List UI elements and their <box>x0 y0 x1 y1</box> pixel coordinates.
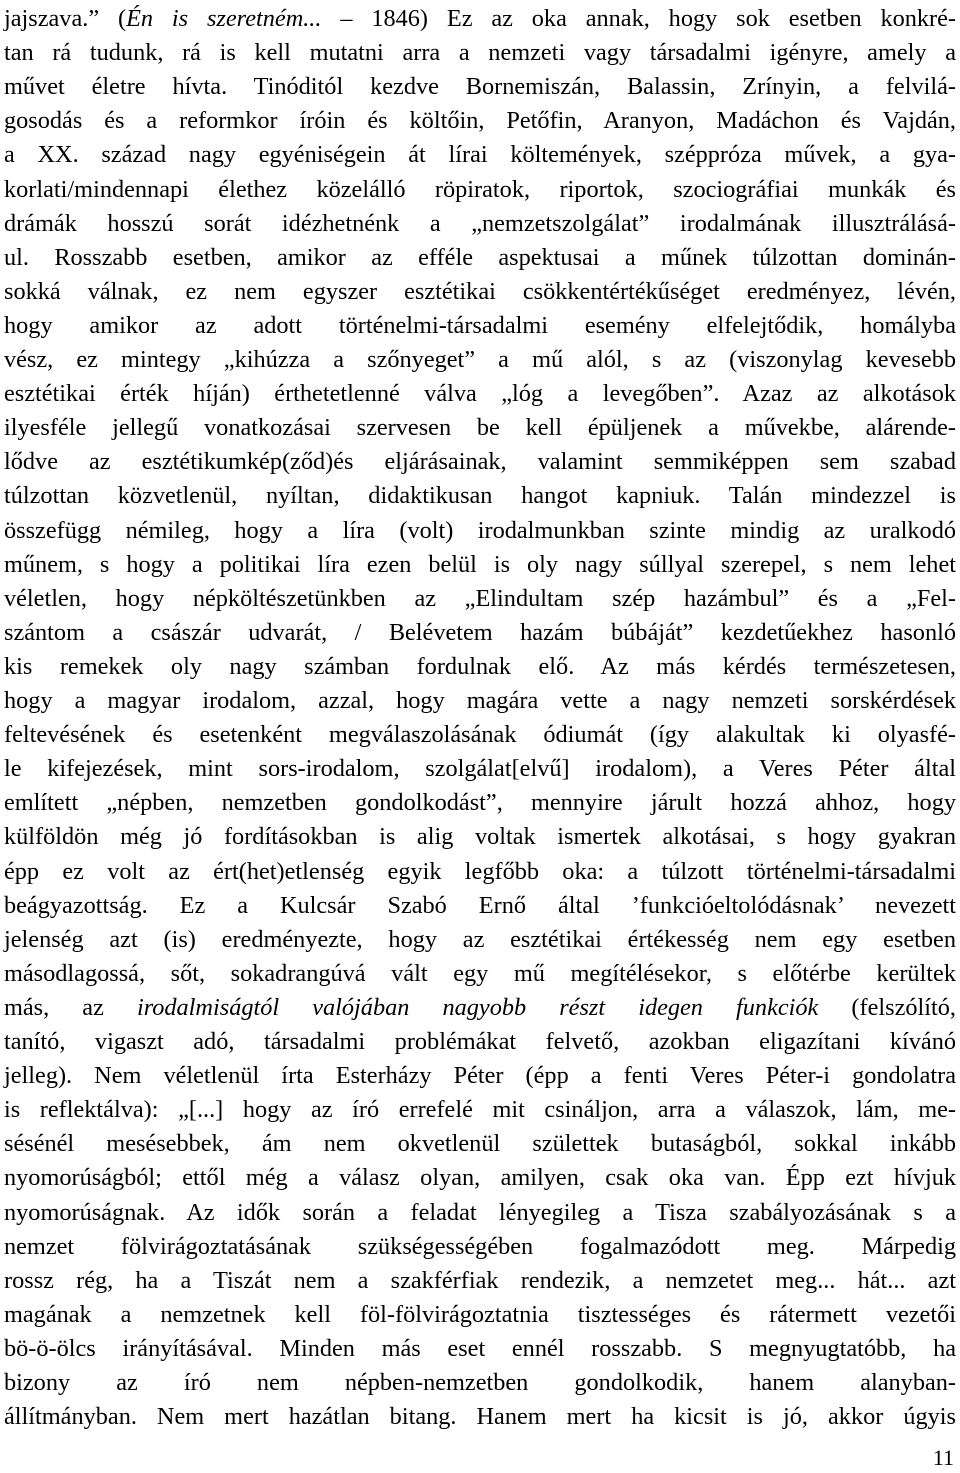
text-line <box>4 36 956 70</box>
text-span: más, az <box>4 993 137 1021</box>
text-span: magának a nemzetnek kell föl-fölvirágoztatnia tisztességes és rátermett vezetői <box>4 1300 956 1328</box>
text-span: sésénél mesésebbek, ám nem okvetlenül születtek butaságból, sokkal inkább <box>4 1130 956 1158</box>
text-line <box>4 1093 956 1127</box>
text-line <box>4 275 956 309</box>
text-span: ilyesféle jellegű vonatkozásai szervesen be kell épüljenek a művekbe, alárende- <box>4 414 956 442</box>
text-span: vész, ez mintegy „kihúzza a szőnyeget” a mű alól, s az (viszonylag kevesebb <box>4 346 956 373</box>
text-line <box>4 241 956 275</box>
italic-text: irodalmiságtól valójában nagyobb részt idegen funkciók <box>136 993 819 1021</box>
text-span: kis remekek oly nagy számban fordulnak elő. Az más kérdés természetesen, <box>4 652 956 680</box>
text-line <box>4 855 956 889</box>
text-line <box>4 889 956 923</box>
text-span: rossz rég, ha a Tiszát nem a szakférfiak rendezik, a nemzetet meg... hát... azt <box>4 1266 956 1294</box>
text-line <box>4 786 956 820</box>
text-span: hogy amikor az adott történelmi-társadalmi esemény elfelejtődik, homályba <box>4 311 956 339</box>
text-line <box>4 343 956 377</box>
text-line <box>4 957 956 991</box>
italic-text: Én is szeretném... <box>126 5 322 32</box>
text-span: véletlen, hogy népköltészetünkben az „Elindultam szép hazámbul” és a „Fel- <box>4 584 956 612</box>
text-line <box>4 445 956 479</box>
text-line <box>4 991 956 1025</box>
text-line <box>4 411 956 445</box>
text-line <box>4 207 956 241</box>
text-line <box>4 1366 956 1400</box>
text-span: jajszava.” ( <box>4 5 127 32</box>
text-span: művet életre hívta. Tinóditól kezdve Bornemiszán, Balassin, Zrínyin, a felvilá- <box>4 73 956 101</box>
text-span: esztétikai érték híján) érthetetlenné válva „lóg a levegőben”. Azaz az alkotások <box>4 380 956 408</box>
text-line <box>4 1127 956 1161</box>
text-span: nyomorúságnak. Az idők során a feladat lényegileg a Tisza szabályozásának s a <box>4 1198 956 1226</box>
text-line <box>4 1059 956 1093</box>
text-line <box>4 104 956 138</box>
text-line <box>4 514 956 548</box>
text-span: állítmányban. Nem mert hazátlan bitang. Hanem mert ha kicsit is jó, akkor úgyis <box>4 1403 956 1431</box>
text-span: tan rá tudunk, rá is kell mutatni arra a nemzeti vagy társadalmi igényre, amely a <box>4 39 956 67</box>
text-span: beágyazottság. Ez a Kulcsár Szabó Ernő által ’funkcióeltolódásnak’ nevezett <box>4 891 956 919</box>
text-span: összefügg némileg, hogy a líra (volt) irodalmunkban szinte mindig az uralkodó <box>4 516 956 544</box>
text-span: feltevésének és esetenként megválaszolásának ódiumát (így alakultak ki olyasfé- <box>4 721 956 749</box>
text-span: sokká válnak, ez nem egyszer esztétikai csökkentértékűséget eredményez, lévén, <box>4 277 956 305</box>
text-line <box>4 820 956 854</box>
text-span: említett „népben, nemzetben gondolkodást”, mennyire járult hozzá ahhoz, hogy <box>4 789 956 817</box>
text-line <box>4 1025 956 1059</box>
text-span: drámák hosszú sorát idézhetnénk a „nemzetszolgálat” irodalmának illusztrálásá- <box>4 209 956 237</box>
text-line <box>4 1264 956 1298</box>
text-line <box>4 1230 956 1264</box>
text-line <box>4 650 956 684</box>
text-line <box>4 582 956 616</box>
text-span: hogy a magyar irodalom, azzal, hogy magára vette a nagy nemzeti sorskérdések <box>4 687 956 714</box>
text-span: épp ez volt az ért(het)etlenség egyik legfőbb oka: a túlzott történelmi-társadalmi <box>4 857 956 885</box>
text-line <box>4 548 956 582</box>
text-span: is reflektálva): „[...] hogy az író errefelé mit csináljon, arra a válaszok, lám, me- <box>4 1096 956 1124</box>
text-span: másodlagossá, sőt, sokadrangúvá vált egy mű megítélésekor, s előtérbe kerültek <box>4 959 956 987</box>
text-span: külföldön még jó fordításokban is alig voltak ismertek alkotásai, s hogy gyakran <box>4 823 956 851</box>
text-line <box>4 718 956 752</box>
text-line <box>4 616 956 650</box>
text-line <box>4 1298 956 1332</box>
text-span: tanító, vigaszt adó, társadalmi problémákat felvető, azokban eligazítani kívánó <box>4 1028 956 1055</box>
text-span: le kifejezések, mint sors-irodalom, szolgálat[elvű] irodalom), a Veres Péter által <box>4 755 956 783</box>
text-line <box>4 1332 956 1366</box>
text-line <box>4 752 956 786</box>
text-span: ul. Rosszabb esetben, amikor az efféle aspektusai a műnek túlzottan dominán- <box>4 243 956 271</box>
text-span: korlati/mindennapi élethez közelálló röpiratok, riportok, szociográfiai munkák és <box>4 175 956 203</box>
text-span: műnem, s hogy a politikai líra ezen belül is oly nagy súllyal szerepel, s nem lehet <box>4 550 956 578</box>
text-line <box>4 173 956 207</box>
text-span: a XX. század nagy egyéniségein át lírai költemények, széppróza művek, a gya- <box>4 141 956 169</box>
text-line <box>4 1196 956 1230</box>
text-span: jelenség azt (is) eredményezte, hogy az esztétikai értékesség nem egy esetben <box>4 925 956 953</box>
text-line <box>4 1400 956 1434</box>
text-span: nyomorúságból; ettől még a válasz olyan, amilyen, csak oka van. Épp ezt hívjuk <box>4 1164 956 1192</box>
text-line <box>4 923 956 957</box>
text-line <box>4 1161 956 1195</box>
text-line <box>4 479 956 513</box>
text-span: túlzottan közvetlenül, nyíltan, didaktikusan hangot kapniuk. Talán mindezzel is <box>4 482 956 510</box>
text-span: bö-ö-ölcs irányításával. Minden más eset ennél rosszabb. S megnyugtatóbb, ha <box>4 1334 956 1362</box>
text-span: (felszólító, <box>818 993 956 1021</box>
page-number: 11 <box>932 1445 954 1470</box>
text-span: – 1846) Ez az oka annak, hogy sok esetben konkré- <box>321 5 957 32</box>
text-line <box>4 309 956 343</box>
text-line <box>4 684 956 718</box>
text-line <box>4 138 956 172</box>
text-span: lődve az esztétikumkép(ződ)és eljárásainak, valamint semmiképpen sem szabad <box>4 448 956 476</box>
text-line <box>4 70 956 104</box>
text-span: szántom a császár udvarát, / Belévetem hazám búbáját” kezdetűekhez hasonló <box>4 618 956 646</box>
text-span: jelleg). Nem véletlenül írta Esterházy Péter (épp a fenti Veres Péter-i gondolatra <box>4 1062 956 1090</box>
text-span: gosodás és a reformkor íróin és költőin, Petőfin, Aranyon, Madáchon és Vajdán, <box>4 107 956 135</box>
text-line <box>4 377 956 411</box>
text-span: bizony az író nem népben-nemzetben gondolkodik, hanem alanyban- <box>4 1369 956 1396</box>
text-line <box>4 2 956 36</box>
text-span: nemzet fölvirágoztatásának szükségességében fogalmazódott meg. Márpedig <box>4 1232 956 1260</box>
